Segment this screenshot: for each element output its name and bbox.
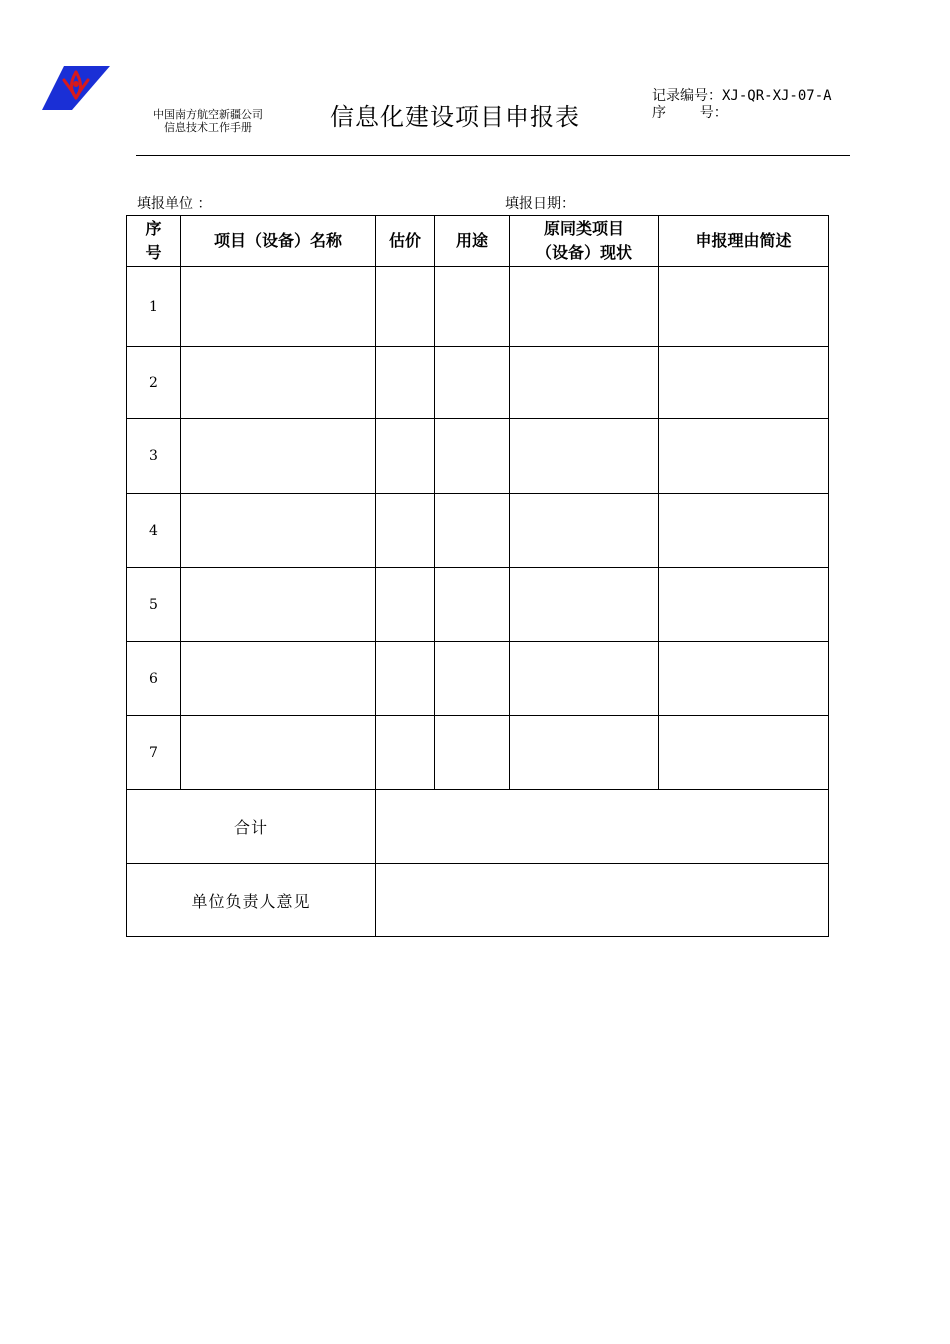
- estimate-cell[interactable]: [376, 267, 435, 347]
- company-name: [138, 108, 278, 134]
- row-number: 7: [127, 716, 181, 790]
- reason-cell[interactable]: [659, 642, 829, 716]
- row-number: 6: [127, 642, 181, 716]
- status-cell[interactable]: [510, 568, 659, 642]
- status-cell[interactable]: [510, 267, 659, 347]
- row-number: 3: [127, 419, 181, 494]
- estimate-cell[interactable]: [376, 716, 435, 790]
- fill-unit-label: 填报单位 ：: [137, 196, 212, 212]
- row-number: 2: [127, 347, 181, 419]
- estimate-cell[interactable]: [376, 419, 435, 494]
- fill-date-label: 填报日期：: [505, 196, 575, 212]
- reason-cell[interactable]: [659, 568, 829, 642]
- header-status: [510, 216, 659, 267]
- table-row: [127, 419, 829, 494]
- header-seq-line-1: 序: [145, 219, 162, 238]
- usage-cell[interactable]: [435, 419, 510, 494]
- header-status-line-1: 原同类项目: [543, 219, 624, 238]
- reason-cell[interactable]: [659, 494, 829, 568]
- name-cell[interactable]: [181, 642, 376, 716]
- name-cell[interactable]: [181, 347, 376, 419]
- serial-number: 序 号：: [652, 105, 728, 121]
- table-row: [127, 568, 829, 642]
- status-cell[interactable]: [510, 716, 659, 790]
- row-number: 1: [127, 267, 181, 347]
- usage-cell[interactable]: [435, 267, 510, 347]
- table-header-row: [127, 216, 829, 267]
- usage-cell[interactable]: [435, 347, 510, 419]
- company-line-2: 信息技术工作手册: [164, 121, 252, 134]
- status-cell[interactable]: [510, 419, 659, 494]
- header-usage: 用途: [435, 216, 510, 267]
- record-info: [652, 88, 832, 122]
- row-number: 5: [127, 568, 181, 642]
- name-cell[interactable]: [181, 267, 376, 347]
- table-row: [127, 494, 829, 568]
- table-row: [127, 347, 829, 419]
- row-number: 4: [127, 494, 181, 568]
- page-title: 信息化建设项目申报表: [330, 103, 580, 131]
- reason-cell[interactable]: [659, 347, 829, 419]
- reason-cell[interactable]: [659, 716, 829, 790]
- table-row: [127, 267, 829, 347]
- total-value-cell[interactable]: [376, 790, 829, 864]
- header-reason: 申报理由简述: [659, 216, 829, 267]
- usage-cell[interactable]: [435, 716, 510, 790]
- company-line-1: 中国南方航空新疆公司: [153, 108, 263, 121]
- record-number: 记录编号：XJ-QR-XJ-07-A: [652, 88, 832, 104]
- status-cell[interactable]: [510, 494, 659, 568]
- usage-cell[interactable]: [435, 494, 510, 568]
- header-name: 项目（设备）名称: [181, 216, 376, 267]
- opinion-row: [127, 864, 829, 937]
- estimate-cell[interactable]: [376, 347, 435, 419]
- china-southern-logo-icon: [42, 64, 110, 112]
- reason-cell[interactable]: [659, 419, 829, 494]
- usage-cell[interactable]: [435, 568, 510, 642]
- total-row: [127, 790, 829, 864]
- header-seq-line-2: 号: [145, 243, 162, 262]
- estimate-cell[interactable]: [376, 494, 435, 568]
- opinion-value-cell[interactable]: [376, 864, 829, 937]
- table-row: [127, 716, 829, 790]
- opinion-label: 单位负责人意见: [127, 864, 376, 937]
- status-cell[interactable]: [510, 642, 659, 716]
- usage-cell[interactable]: [435, 642, 510, 716]
- table-row: [127, 642, 829, 716]
- name-cell[interactable]: [181, 494, 376, 568]
- header-seq: [127, 216, 181, 267]
- estimate-cell[interactable]: [376, 568, 435, 642]
- reason-cell[interactable]: [659, 267, 829, 347]
- name-cell[interactable]: [181, 568, 376, 642]
- name-cell[interactable]: [181, 419, 376, 494]
- header-estimate: 估价: [376, 216, 435, 267]
- total-label: 合计: [127, 790, 376, 864]
- application-table: [126, 215, 829, 937]
- header-status-line-2: （设备）现状: [535, 243, 632, 262]
- name-cell[interactable]: [181, 716, 376, 790]
- status-cell[interactable]: [510, 347, 659, 419]
- header-divider: [136, 155, 850, 156]
- estimate-cell[interactable]: [376, 642, 435, 716]
